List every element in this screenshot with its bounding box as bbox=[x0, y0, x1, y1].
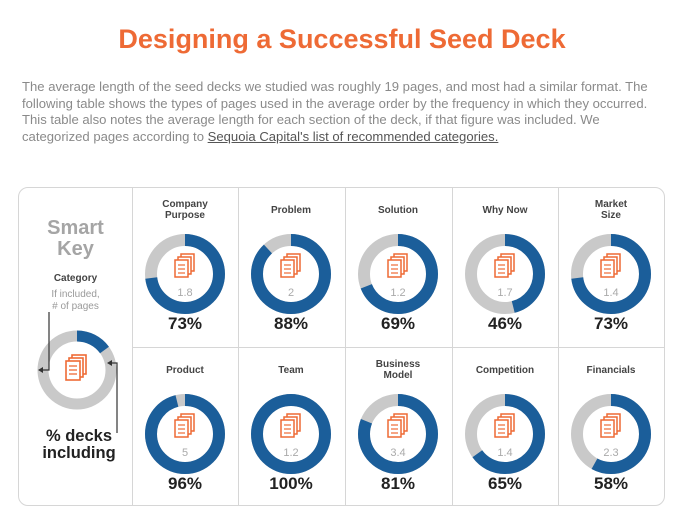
category-cell bbox=[559, 188, 663, 346]
intro-paragraph bbox=[22, 79, 667, 145]
pct-decks: 73% bbox=[593, 314, 629, 333]
percentage-donut bbox=[141, 390, 229, 478]
pct-decks: 69% bbox=[380, 314, 416, 333]
percentage-donut bbox=[247, 230, 335, 318]
percentage-donut bbox=[354, 390, 442, 478]
percentage-donut bbox=[141, 230, 229, 318]
category-label: Business Model bbox=[375, 359, 421, 381]
category-label: Company Purpose bbox=[162, 199, 208, 221]
category-label: Problem bbox=[270, 204, 311, 216]
intro-text: The average length of the seed decks we studied was roughly 19 pages, and most had a similar format. The following table shows the types of pages used in the average order by the frequency in which they occurred. This table also notes the average length for each section of the deck, if that figure was included. We categorized pages according to bbox=[22, 79, 648, 144]
pct-decks: 65% bbox=[487, 474, 523, 493]
category-label: Product bbox=[166, 364, 204, 376]
page-title: Designing a Successful Seed Deck bbox=[118, 24, 566, 54]
key-pct-label: % decks including bbox=[42, 427, 116, 462]
percentage-donut bbox=[461, 230, 549, 318]
category-cell bbox=[239, 188, 343, 346]
category-cell bbox=[559, 348, 663, 506]
document-stack-icon bbox=[175, 414, 194, 437]
pages-count: 5 bbox=[181, 447, 189, 459]
deck-table-panel bbox=[18, 187, 665, 506]
pages-count: 1.8 bbox=[177, 287, 193, 299]
category-label: Market Size bbox=[594, 199, 628, 221]
document-stack-icon bbox=[601, 254, 620, 277]
category-cell bbox=[346, 188, 450, 346]
pages-count: 2 bbox=[287, 287, 295, 299]
category-label: Financials bbox=[586, 364, 636, 376]
key-ring-blue bbox=[77, 336, 105, 350]
document-stack-icon bbox=[281, 254, 300, 277]
pages-count: 1.4 bbox=[603, 287, 619, 299]
key-included-label: If included, # of pages bbox=[51, 289, 100, 312]
category-cell bbox=[239, 348, 343, 506]
document-stack-icon bbox=[495, 414, 514, 437]
category-label: Why Now bbox=[482, 204, 528, 216]
percentage-donut bbox=[354, 230, 442, 318]
pages-count: 1.7 bbox=[497, 287, 513, 299]
pct-decks: 81% bbox=[380, 474, 416, 493]
pct-decks: 88% bbox=[273, 314, 309, 333]
pages-count: 1.4 bbox=[497, 447, 513, 459]
percentage-donut bbox=[567, 390, 655, 478]
pct-decks: 100% bbox=[269, 474, 313, 493]
category-cell bbox=[133, 188, 237, 346]
pct-decks: 73% bbox=[167, 314, 203, 333]
pct-decks: 96% bbox=[167, 474, 203, 493]
document-stack-icon bbox=[601, 414, 620, 437]
percentage-donut bbox=[247, 390, 335, 478]
category-cell bbox=[133, 348, 237, 506]
document-stack-icon bbox=[175, 254, 194, 277]
category-label: Solution bbox=[378, 204, 418, 216]
pct-decks: 58% bbox=[593, 474, 629, 493]
document-stack-icon bbox=[388, 254, 407, 277]
document-stack-icon bbox=[66, 355, 86, 380]
pct-decks: 46% bbox=[487, 314, 523, 333]
category-cell bbox=[346, 348, 450, 506]
pages-count: 2.3 bbox=[603, 447, 619, 459]
percentage-donut bbox=[461, 390, 549, 478]
pages-count: 1.2 bbox=[283, 447, 299, 459]
category-cell bbox=[453, 348, 557, 506]
document-stack-icon bbox=[281, 414, 300, 437]
sequoia-categories-link[interactable]: Sequoia Capital's list of recommended categories. bbox=[207, 128, 499, 144]
key-category-label: Category bbox=[53, 273, 98, 284]
category-label: Competition bbox=[475, 364, 535, 376]
document-stack-icon bbox=[388, 414, 407, 437]
percentage-donut bbox=[567, 230, 655, 318]
smart-key-title: Smart Key bbox=[47, 217, 104, 260]
category-cell bbox=[453, 188, 557, 346]
document-stack-icon bbox=[495, 254, 514, 277]
pages-count: 1.2 bbox=[390, 287, 406, 299]
key-diagram bbox=[19, 288, 132, 438]
category-label: Team bbox=[278, 364, 304, 376]
pages-count: 3.4 bbox=[390, 447, 406, 459]
